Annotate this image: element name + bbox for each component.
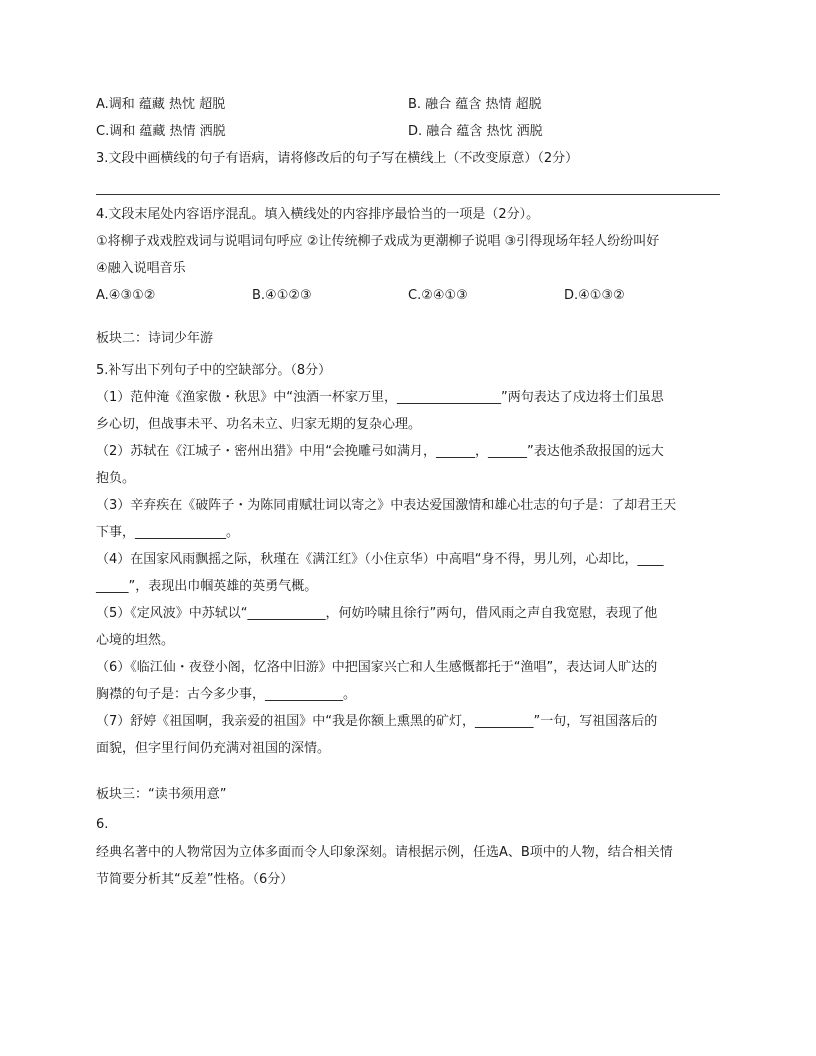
q5-line: 抱负。 bbox=[96, 471, 136, 486]
q5-question: 5.补写出下列句子中的空缺部分。（8分） bbox=[96, 363, 332, 378]
q2-option-a: A.调和 蕴藏 热忱 超脱 bbox=[96, 97, 226, 112]
q3-question: 3.文段中画横线的句子有语病，请将修改后的句子写在横线上（不改变原意）（2分） bbox=[96, 151, 579, 166]
q4-option-a: A.④③①② bbox=[96, 288, 156, 303]
q5-line: （1）范仲淹《渔家傲・秋思》中“浊酒一杯家万里，________________”两句表达了戍边将士们虽思 bbox=[96, 390, 664, 405]
q4-question: 4.文段末尾处内容语序混乱。填入横线处的内容排序最恰当的一项是（2分）。 bbox=[96, 207, 540, 222]
q5-line: （7）舒婷《祖国啊，我亲爱的祖国》中“我是你额上熏黑的矿灯，_________”一句，写祖国落后的 bbox=[96, 714, 658, 729]
q5-line: 乡心切，但战事未平、功名未立、归家无期的复杂心理。 bbox=[96, 417, 422, 432]
q4-option-b: B.④①②③ bbox=[252, 288, 312, 303]
q5-line: （4）在国家风雨飘摇之际，秋瑾在《满江红》（小住京华）中高唱“身不得，男儿列，心却比，____ bbox=[96, 552, 664, 567]
q6-question-line-2: 节简要分析其“反差”性格。（6分） bbox=[96, 872, 294, 887]
section-2-title: 板块二：诗词少年游 bbox=[96, 331, 214, 346]
q5-line: 心境的坦然。 bbox=[96, 633, 175, 648]
q4-items-line-1: ①将柳子戏戏腔戏词与说唱词句呼应 ②让传统柳子戏成为更潮柳子说唱 ③引得现场年轻人纷纷叫好 bbox=[96, 234, 660, 249]
q5-line: （5）《定风波》中苏轼以“____________，何妨吟啸且徐行”两句，借风雨之声自我宽慰，表现了他 bbox=[96, 606, 658, 621]
q4-option-d: D.④①③② bbox=[564, 288, 625, 303]
q3-answer-line bbox=[96, 194, 720, 195]
q5-line: 胸襟的句子是：古今多少事，____________。 bbox=[96, 687, 357, 702]
q2-option-c: C.调和 蕴藏 热情 洒脱 bbox=[96, 124, 226, 139]
q6-number: 6. bbox=[96, 817, 109, 832]
q5-line: _____”，表现出巾帼英雄的英勇气概。 bbox=[96, 579, 318, 594]
q2-option-d: D. 融合 蕴含 热忱 洒脱 bbox=[408, 124, 543, 139]
q6-question-line-1: 经典名著中的人物常因为立体多面而令人印象深刻。请根据示例，任选A、B项中的人物，结合相关情 bbox=[96, 845, 673, 860]
q5-line: 面貌，但字里行间仍充满对祖国的深情。 bbox=[96, 741, 331, 756]
q5-line: 下事，______________。 bbox=[96, 525, 240, 540]
q4-option-c: C.②④①③ bbox=[408, 288, 468, 303]
q2-option-b: B. 融合 蕴含 热情 超脱 bbox=[408, 97, 542, 112]
q5-line: （3）辛弃疾在《破阵子・为陈同甫赋壮词以寄之》中表达爱国激情和雄心壮志的句子是：了却君王天 bbox=[96, 498, 677, 513]
q5-line: （2）苏轼在《江城子・密州出猎》中用“会挽雕弓如满月，______，______”表达他杀敌报国的远大 bbox=[96, 444, 664, 459]
q5-line: （6）《临江仙・夜登小阁，忆洛中旧游》中把国家兴亡和人生感慨都托于“渔唱”，表达词人旷达的 bbox=[96, 660, 658, 675]
section-3-title: 板块三：“读书须用意” bbox=[96, 787, 227, 802]
q4-items-line-2: ④融入说唱音乐 bbox=[96, 261, 186, 276]
